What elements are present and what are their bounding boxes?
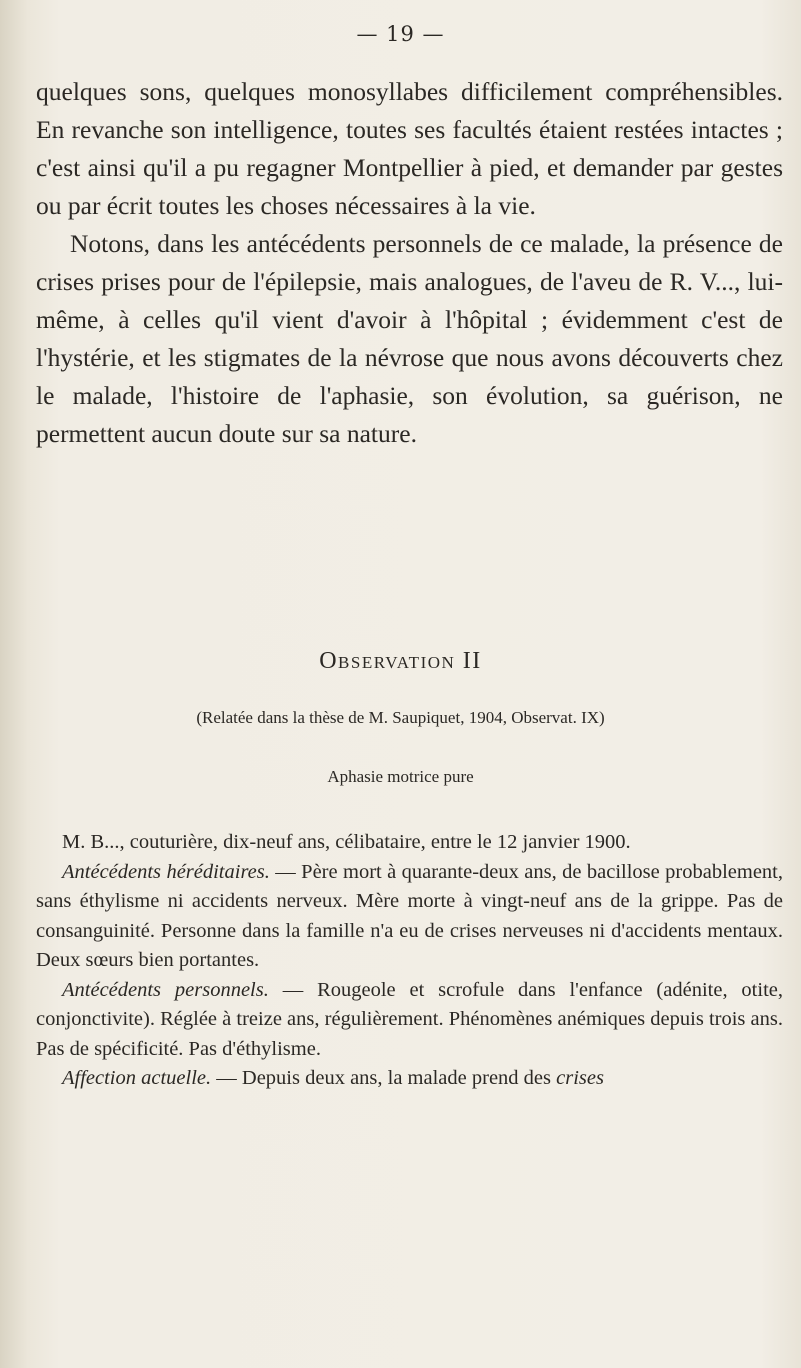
personal-paragraph [36,976,783,1065]
case-report-block [36,828,783,1094]
observation-reference: (Relatée dans la thèse de M. Saupiquet, 1904, Observat. IX) [196,708,605,727]
hereditary-paragraph [36,858,783,976]
personal-text: — Rougeole et scrofule dans l'enfance (adénite, otite, conjonctivite). Réglée à treize ans, régulièrement. Phénomènes anémiques depuis trois ans. Pas de spécificité. Pas d'éthylisme. [36,978,783,1060]
page-number: — 19 — [356,22,445,46]
observation-subtitle: Aphasie motrice pure [327,767,474,786]
current-affection-text: — Depuis deux ans, la malade prend des [211,1067,557,1089]
paragraph-antecedents: Notons, dans les antécédents personnels de ce malade, la présence de crises prises pour de l'épilepsie, mais analogues, de l'aveu de R. V..., lui-même, à celles qu'il vient d'avoir à l'hôpital ; évidemment c'est de l'hystérie, et les stigmates de la névrose que nous avons découverts chez le malade, l'histoire de l'aphasie, son évolution, sa guérison, ne permettent aucun doute sur sa nature. [36,229,783,448]
hereditary-label: Antécédents héréditaires. [62,860,270,883]
current-affection-paragraph [36,1064,783,1094]
paragraph-continuation: quelques sons, quelques monosyllabes difficilement compréhensibles. En revanche son intelligence, toutes ses facultés étaient restées intactes ; c'est ainsi qu'il a pu regagner Montpellier à pied, et demander par gestes ou par écrit toutes les choses nécessaires à la vie. [36,77,783,220]
case-intro: M. B..., couturière, dix-neuf ans, célibataire, entre le 12 janvier 1900. [62,831,631,853]
current-affection-label: Affection actuelle. [62,1067,212,1089]
hereditary-text: — Père mort à quarante-deux ans, de bacillose probablement, sans éthylisme ni accidents nerveux. Mère morte à vingt-neuf ans de la grippe. Pas de consanguinité. Personne dans la famille n'a eu de crises nerveuses ni d'accidents mentaux. Deux sœurs bien portantes. [36,860,784,971]
upper-text-block [36,73,783,453]
personal-label: Antécédents personnels. [62,978,269,1001]
observation-heading: Observation II [319,648,482,674]
current-affection-end: crises [556,1067,604,1089]
